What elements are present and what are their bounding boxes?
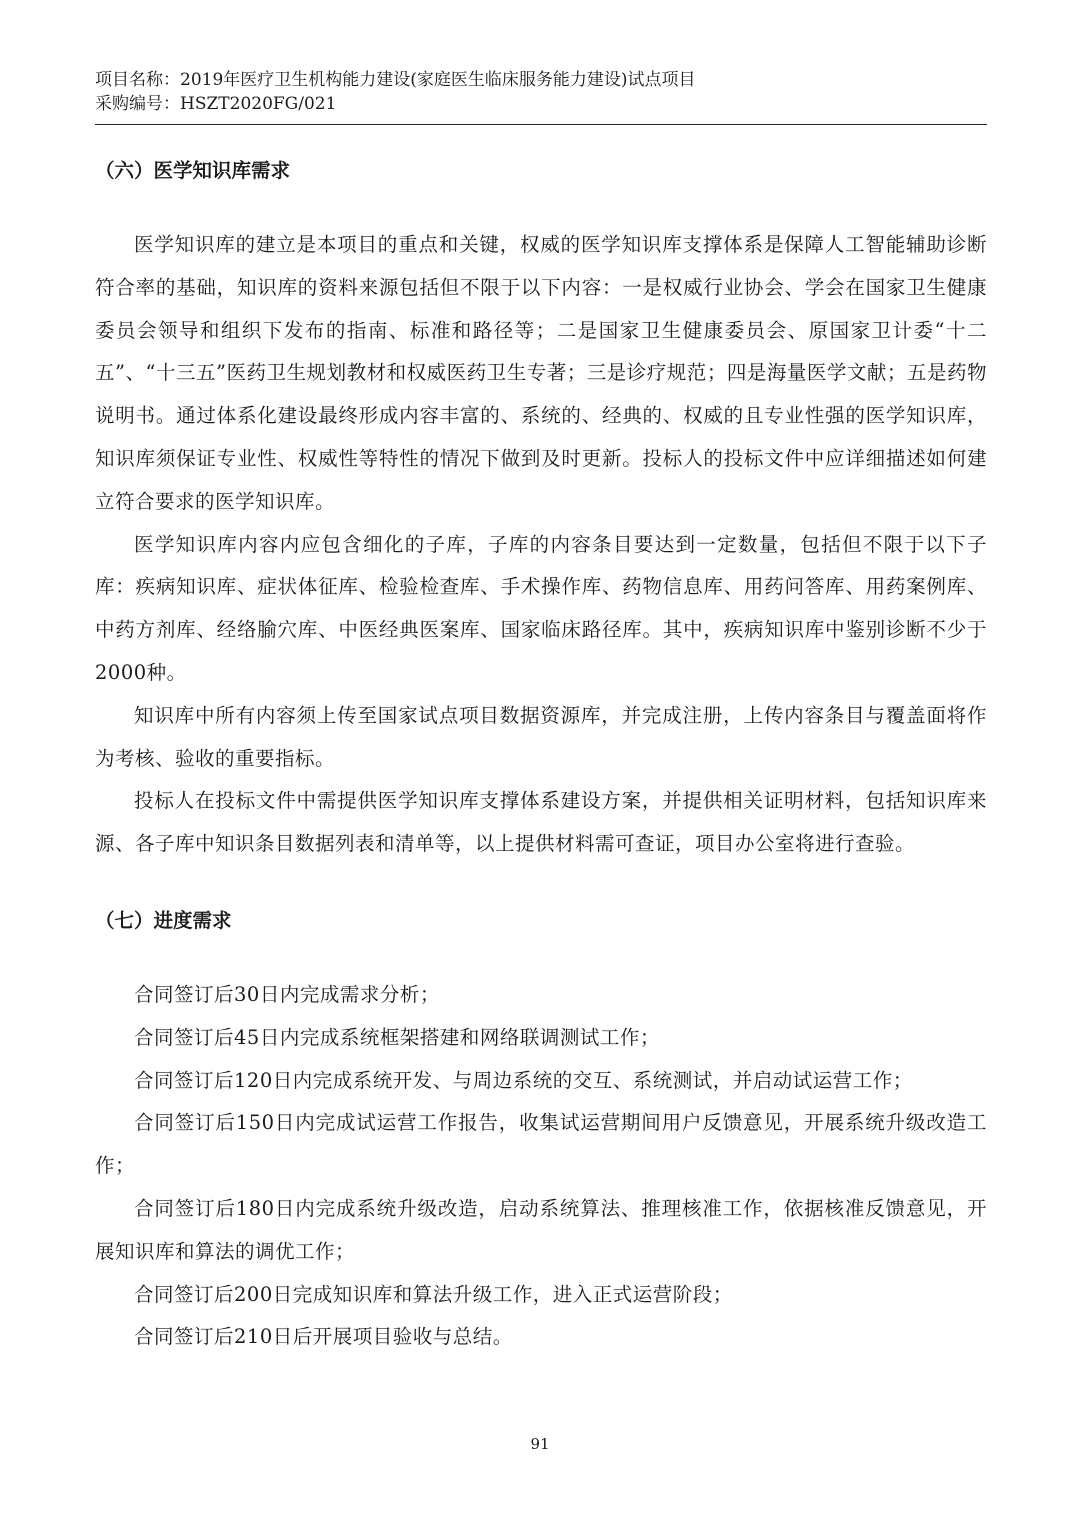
- schedule-item: 合同签订后30日内完成需求分析；: [134, 982, 440, 1006]
- section-6-title: （六）医学知识库需求: [95, 159, 291, 182]
- schedule-item: 合同签订后180日内完成系统升级改造，启动系统算法、推理核准工作，依据核准反馈意见，开展知识库和算法的调优工作；: [95, 1196, 987, 1263]
- section-7-title: （七）进度需求: [95, 908, 232, 932]
- schedule-item: 合同签订后150日内完成试运营工作报告，收集试运营期间用户反馈意见，开展系统升级改造工作；: [95, 1111, 987, 1178]
- document-body: [95, 150, 987, 1359]
- section-6-paragraph: 医学知识库内容内应包含细化的子库，子库的内容条目要达到一定数量，包括但不限于以下子库：疾病知识库、症状体征库、检验检查库、手术操作库、药物信息库、用药问答库、用药案例库、中药方剂库、经络腧穴库、中医经典医案库、国家临床路径库。其中，疾病知识库中鉴别诊断不少于2000种。: [95, 532, 987, 684]
- schedule-item: 合同签订后120日内完成系统开发、与周边系统的交互、系统测试，并启动试运营工作；: [134, 1068, 913, 1092]
- schedule-item: 合同签订后45日内完成系统框架搭建和网络联调测试工作；: [134, 1025, 660, 1049]
- section-6-paragraph: 知识库中所有内容须上传至国家试点项目数据资源库，并完成注册，上传内容条目与覆盖面将作为考核、验收的重要指标。: [95, 703, 987, 770]
- schedule-item: 合同签订后210日后开展项目验收与总结。: [134, 1325, 513, 1349]
- header-divider: [95, 124, 987, 125]
- page-number: 91: [530, 1435, 550, 1453]
- project-name: 项目名称：2019年医疗卫生机构能力建设(家庭医生临床服务能力建设)试点项目: [95, 70, 696, 90]
- section-6-paragraph: 医学知识库的建立是本项目的重点和关键，权威的医学知识库支撑体系是保障人工智能辅助诊断符合率的基础，知识库的资料来源包括但不限于以下内容：一是权威行业协会、学会在国家卫生健康委员会领导和组织下发布的指南、标准和路径等；二是国家卫生健康委员会、原国家卫计委“十二五”、“十三五”医药卫生规划教材和权威医药卫生专著；三是诊疗规范；四是海量医学文献；五是药物说明书。通过体系化建设最终形成内容丰富的、系统的、经典的、权威的且专业性强的医学知识库，知识库须保证专业性、权威性等特性的情况下做到及时更新。投标人的投标文件中应详细描述如何建立符合要求的医学知识库。: [95, 233, 987, 513]
- page-header: [95, 68, 987, 116]
- section-6-paragraph: 投标人在投标文件中需提供医学知识库支撑体系建设方案，并提供相关证明材料，包括知识库来源、各子库中知识条目数据列表和清单等，以上提供材料需可查证，项目办公室将进行查验。: [95, 789, 987, 856]
- schedule-item: 合同签订后200日完成知识库和算法升级工作，进入正式运营阶段；: [134, 1282, 733, 1306]
- procurement-number: 采购编号：HSZT2020FG/021: [95, 94, 337, 114]
